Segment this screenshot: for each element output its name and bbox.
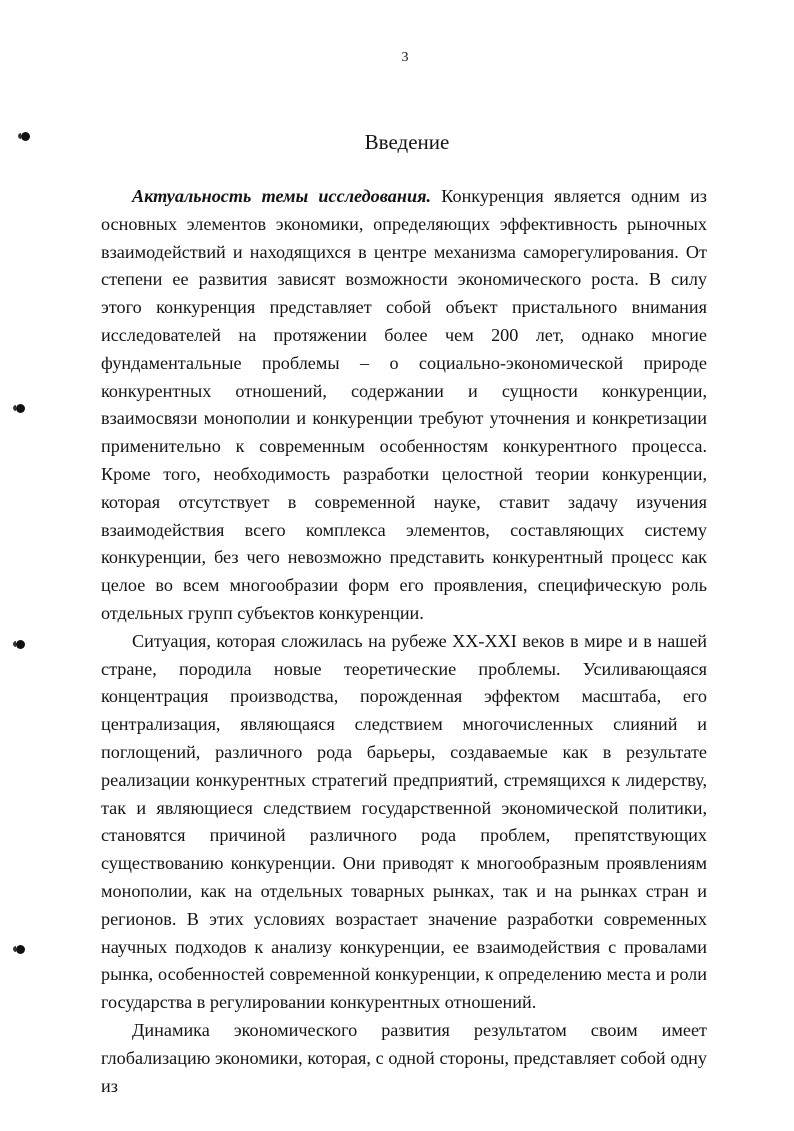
binding-hole-mark (16, 640, 25, 649)
paragraph-relevance (101, 183, 707, 628)
binding-hole-mark (21, 132, 30, 141)
paragraph-situation: Ситуация, которая сложилась на рубеже XX-XXI веков в мире и в нашей стране, породила новые теоретические проблемы. Усиливающаяся концентрация производства, порожденная эффектом масштаба, его централизация, являющаяся следствием многочисленных слияний и поглощений, различного рода барьеры, создаваемые как в результате реализации конкурентных стратегий предприятий, стремящихся к лидерству, так и являющиеся следствием государственной экономической политики, становятся причиной различного рода проблем, препятствующих существованию конкуренции. Они приводят к многообразным проявлениям монополии, как на отдельных товарных рынках, так и на рынках стран и регионов. В этих условиях возрастает значение разработки современных научных подходов к анализу конкуренции, ее взаимодействия с провалами рынка, особенностей современной конкуренции, к определению места и роли государства в регулировании конкурентных отношений. (101, 630, 707, 1013)
document-body (101, 183, 707, 1100)
paragraph-dynamics: Динамика экономического развития результатом своим имеет глобализацию экономики, которая, с одной стороны, представляет собой одну из (101, 1019, 707, 1096)
binding-hole-mark (16, 945, 25, 954)
relevance-text: Конкуренция является одним из основных элементов экономики, определяющих эффективность рыночных взаимодействий и находящихся в центре механизма саморегулирования. От степени ее развития зависят возможности экономического роста. В силу этого конкуренция представляет собой объект пристального внимания исследователей на протяжении более чем 200 лет, однако многие фундаментальные проблемы – о социально-экономической природе конкурентных отношений, содержании и сущности конкуренции, взаимосвязи монополии и конкуренции требуют уточнения и конкретизации применительно к современным особенностям конкурентного процесса. Кроме того, необходимость разработки целостной теории конкуренции, которая отсутствует в современной науке, ставит задачу изучения взаимодействия всего комплекса элементов, составляющих систему конкуренции, без чего невозможно представить конкурентный процесс как целое во всем многообразии форм его проявления, специфическую роль отдельных групп субъектов конкуренции. (101, 186, 707, 623)
relevance-heading: Актуальность темы исследования. (132, 186, 431, 206)
page-number: 3 (401, 50, 409, 65)
page-title: Введение (364, 130, 450, 154)
binding-hole-mark (16, 404, 25, 413)
